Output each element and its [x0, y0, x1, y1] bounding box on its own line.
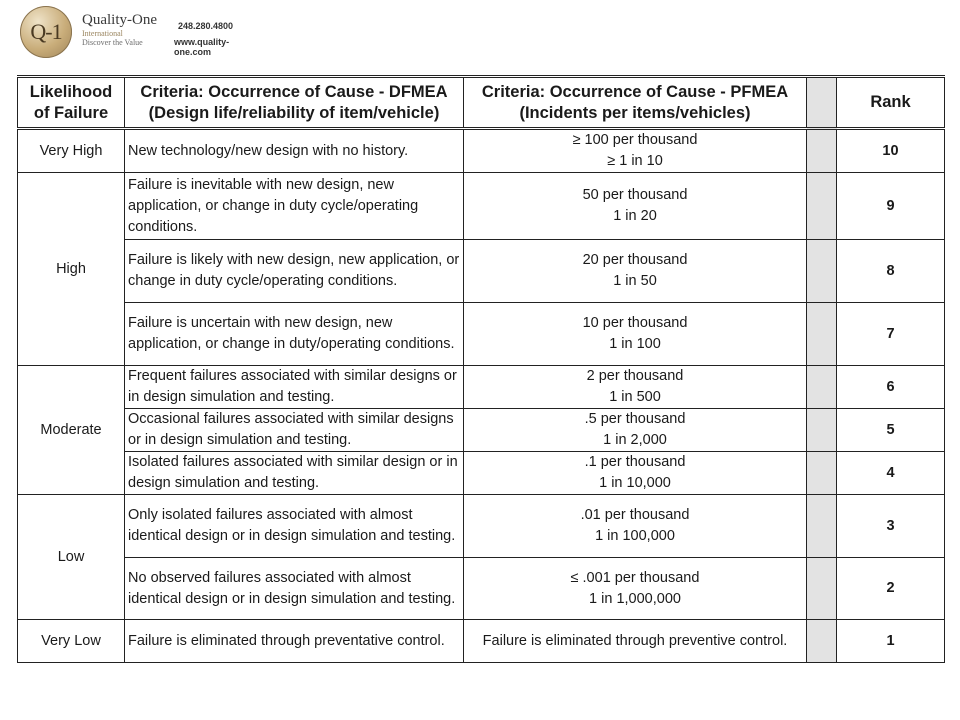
table-row	[18, 240, 945, 303]
table-row	[18, 173, 945, 240]
pfmea-cell: 2 per thousand 1 in 500	[464, 366, 807, 409]
header-pfmea: Criteria: Occurrence of Cause - PFMEA (Incidents per items/vehicles)	[464, 77, 807, 129]
blank-cell	[807, 558, 837, 620]
rank-cell: 4	[837, 452, 945, 495]
table-row	[18, 452, 945, 495]
header-rank: Rank	[837, 77, 945, 129]
table-row	[18, 409, 945, 452]
rank-cell: 5	[837, 409, 945, 452]
dfmea-cell: Failure is eliminated through preventative control.	[125, 620, 464, 663]
blank-cell	[807, 409, 837, 452]
rank-cell: 9	[837, 173, 945, 240]
occurrence-rating-table	[17, 75, 945, 663]
company-logo	[20, 6, 260, 58]
header-blank	[807, 77, 837, 129]
blank-cell	[807, 366, 837, 409]
table-row	[18, 558, 945, 620]
dfmea-cell: No observed failures associated with almost identical design or in design simulation and testing.	[125, 558, 464, 620]
likelihood-cell: Moderate	[18, 366, 125, 495]
brand-sub: International	[82, 29, 123, 38]
brand-tagline: Discover the Value	[82, 38, 143, 47]
pfmea-cell: .01 per thousand 1 in 100,000	[464, 495, 807, 558]
rank-cell: 7	[837, 303, 945, 366]
pfmea-cell: .5 per thousand 1 in 2,000	[464, 409, 807, 452]
rank-cell: 2	[837, 558, 945, 620]
rank-cell: 8	[837, 240, 945, 303]
blank-cell	[807, 452, 837, 495]
table-row	[18, 495, 945, 558]
rank-cell: 10	[837, 129, 945, 173]
likelihood-cell: Very Low	[18, 620, 125, 663]
pfmea-cell: 10 per thousand 1 in 100	[464, 303, 807, 366]
table-row	[18, 366, 945, 409]
header-dfmea: Criteria: Occurrence of Cause - DFMEA (Design life/reliability of item/vehicle)	[125, 77, 464, 129]
blank-cell	[807, 240, 837, 303]
table-header-row	[18, 77, 945, 129]
phone-number: 248.280.4800	[178, 21, 234, 31]
blank-cell	[807, 173, 837, 240]
rank-cell: 1	[837, 620, 945, 663]
q1-seal-icon: Q-1	[20, 6, 72, 58]
table-row	[18, 303, 945, 366]
blank-cell	[807, 620, 837, 663]
dfmea-cell: Failure is uncertain with new design, new application, or change in duty/operating conditions.	[125, 303, 464, 366]
likelihood-cell: High	[18, 173, 125, 366]
contact-info	[174, 21, 260, 57]
pfmea-cell: ≥ 100 per thousand ≥ 1 in 10	[464, 129, 807, 173]
dfmea-cell: Frequent failures associated with similar designs or in design simulation and testing.	[125, 366, 464, 409]
pfmea-cell: ≤ .001 per thousand 1 in 1,000,000	[464, 558, 807, 620]
rank-cell: 3	[837, 495, 945, 558]
blank-cell	[807, 129, 837, 173]
rank-cell: 6	[837, 366, 945, 409]
pfmea-cell: Failure is eliminated through preventive control.	[464, 620, 807, 663]
table-row	[18, 129, 945, 173]
likelihood-cell: Very High	[18, 129, 125, 173]
pfmea-cell: 20 per thousand 1 in 50	[464, 240, 807, 303]
dfmea-cell: Occasional failures associated with similar designs or in design simulation and testing.	[125, 409, 464, 452]
blank-cell	[807, 495, 837, 558]
header-likelihood: Likelihood of Failure	[18, 77, 125, 129]
dfmea-cell: Failure is likely with new design, new application, or change in duty cycle/operating conditions.	[125, 240, 464, 303]
dfmea-cell: Failure is inevitable with new design, new application, or change in duty cycle/operating conditions.	[125, 173, 464, 240]
pfmea-cell: .1 per thousand 1 in 10,000	[464, 452, 807, 495]
dfmea-cell: Only isolated failures associated with almost identical design or in design simulation and testing.	[125, 495, 464, 558]
brand-block	[82, 12, 157, 47]
table-row	[18, 620, 945, 663]
dfmea-cell: New technology/new design with no history.	[125, 129, 464, 173]
website-link[interactable]: www.quality-one.com	[174, 37, 230, 57]
blank-cell	[807, 303, 837, 366]
dfmea-cell: Isolated failures associated with similar design or in design simulation and testing.	[125, 452, 464, 495]
brand-name: Quality-One	[82, 12, 157, 28]
pfmea-cell: 50 per thousand 1 in 20	[464, 173, 807, 240]
likelihood-cell: Low	[18, 495, 125, 620]
